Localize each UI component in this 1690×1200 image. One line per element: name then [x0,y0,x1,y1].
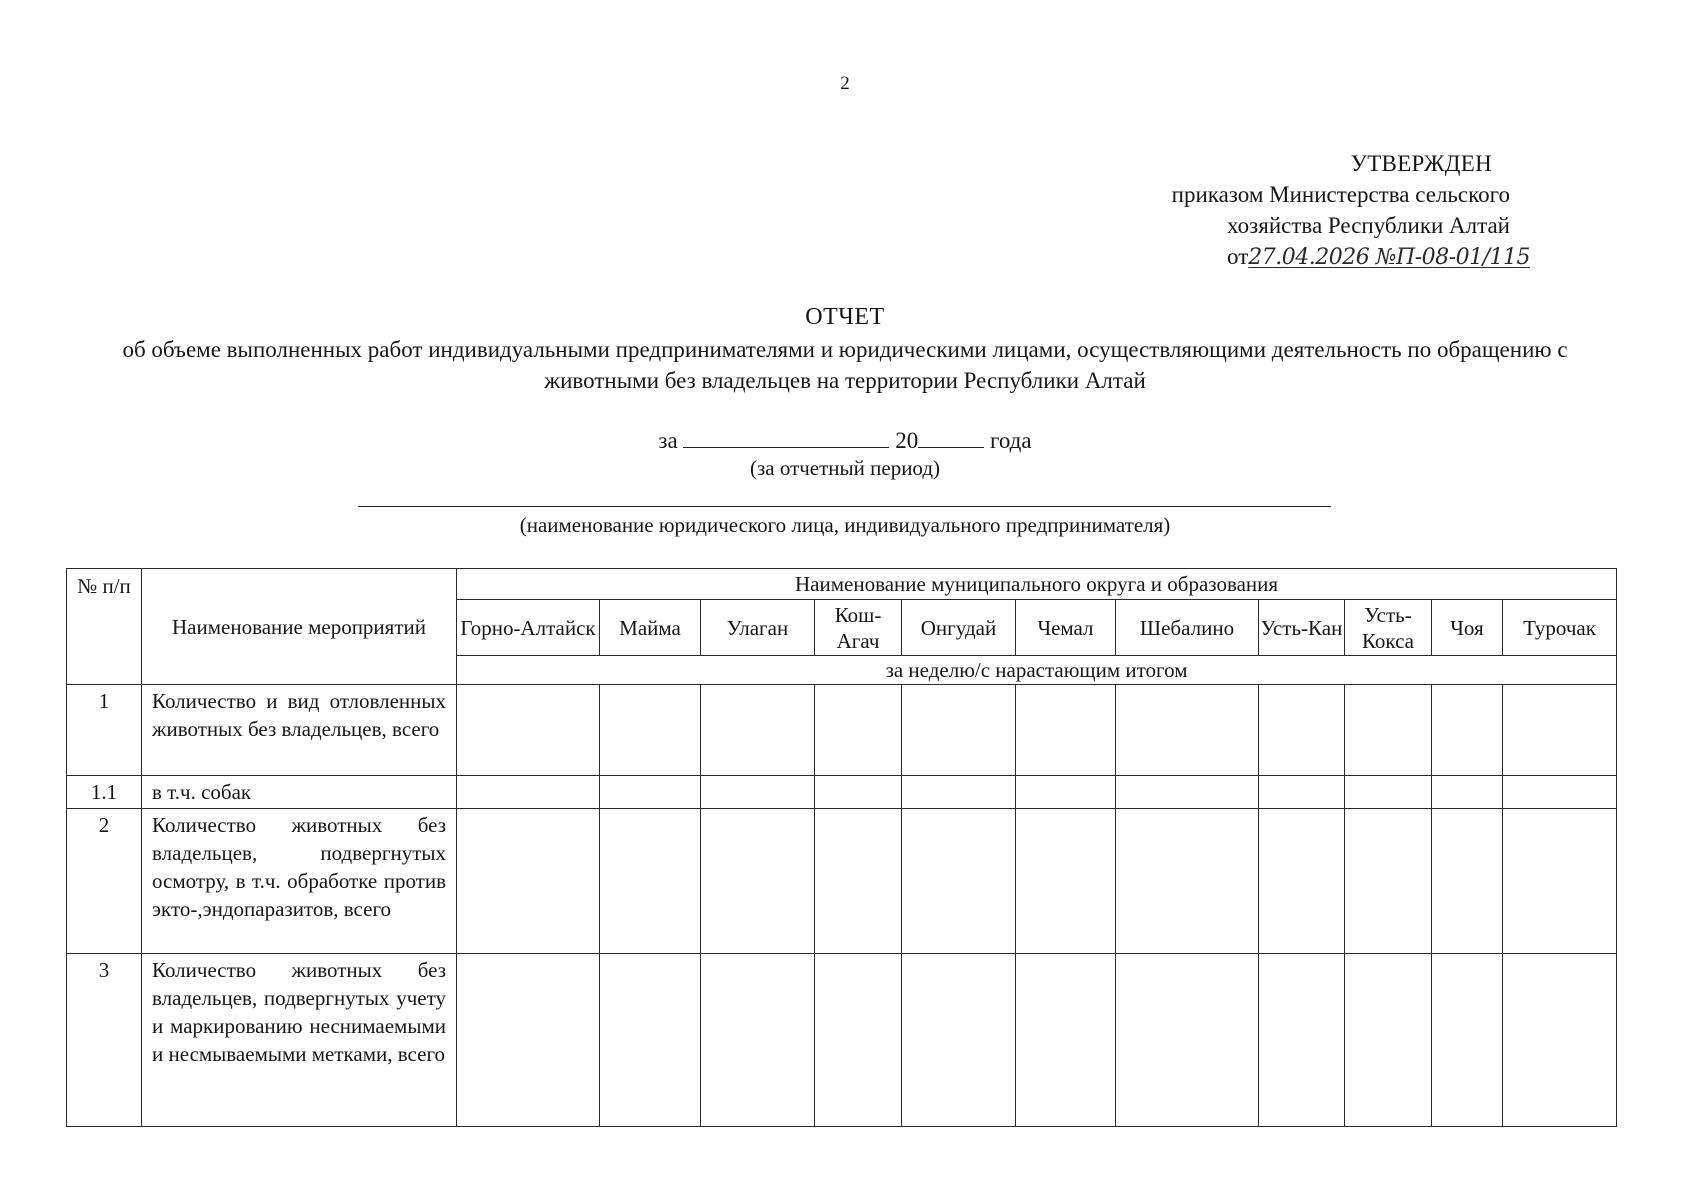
data-cell[interactable] [1432,954,1503,1127]
data-cell[interactable] [815,776,902,809]
data-cell[interactable] [600,954,701,1127]
column-header: Горно-Алтайск [457,600,600,656]
data-cell[interactable] [457,685,600,776]
row-text: в т.ч. собак [142,776,457,809]
data-cell[interactable] [600,685,701,776]
data-cell[interactable] [1503,954,1617,1127]
column-header: Онгудай [902,600,1016,656]
data-cell[interactable] [1432,776,1503,809]
column-header: Чоя [1432,600,1503,656]
data-cell[interactable] [902,954,1016,1127]
data-cell[interactable] [457,809,600,954]
data-cell[interactable] [815,954,902,1127]
data-cell[interactable] [1432,809,1503,954]
data-cell[interactable] [701,776,815,809]
row-number: 1.1 [67,776,142,809]
column-header: Майма [600,600,701,656]
data-cell[interactable] [1016,809,1116,954]
row-text: Количество и вид отловленных животных без владельцев, всего [142,685,457,776]
data-cell[interactable] [1432,685,1503,776]
data-cell[interactable] [1116,809,1259,954]
period-prefix: за [658,428,678,453]
year-blank [918,425,984,448]
data-cell[interactable] [902,685,1016,776]
table-row [67,685,1617,776]
table-header-row-1 [67,569,1617,600]
data-cell[interactable] [1259,776,1345,809]
data-cell[interactable] [457,954,600,1127]
data-cell[interactable] [1116,685,1259,776]
approval-line-1: приказом Министерства сельского [1171,182,1510,207]
data-cell[interactable] [1345,809,1432,954]
data-cell[interactable] [1116,776,1259,809]
data-cell[interactable] [1016,776,1116,809]
handwritten-date-number: 27.04.2026 №П-08-01/115 [1248,245,1530,270]
row-number: 1 [67,685,142,776]
data-cell[interactable] [1116,954,1259,1127]
data-cell[interactable] [1503,809,1617,954]
header-period: за неделю/с нарастающим итогом [457,656,1617,685]
approval-date-line [1172,241,1530,273]
column-header: Улаган [701,600,815,656]
approval-heading: УТВЕРЖДЕН [1350,151,1492,176]
column-header: Кош-Агач [815,600,902,656]
data-cell[interactable] [1503,685,1617,776]
table-row [67,954,1617,1127]
row-number: 3 [67,954,142,1127]
data-cell[interactable] [1345,776,1432,809]
column-header: Усть-Кокса [1345,600,1432,656]
data-cell[interactable] [815,809,902,954]
data-cell[interactable] [902,809,1016,954]
column-header: Усть-Кан [1259,600,1345,656]
column-header: Чемал [1016,600,1116,656]
data-cell[interactable] [701,954,815,1127]
row-text: Количество животных без владельцев, подвергнутых осмотру, в т.ч. обработке против экто-,эндопаразитов, всего [142,809,457,954]
header-number: № п/п [67,569,142,685]
approval-line-2: хозяйства Республики Алтай [1227,213,1510,238]
row-number: 2 [67,809,142,954]
report-subtitle: об объеме выполненных работ индивидуальными предпринимателями и юридическими лицами, осуществляющими деятельность по обращению с животными без владельцев на территории Республики Алтай [122,337,1568,393]
period-blank [683,425,889,448]
header-municipality: Наименование муниципального округа и образования [457,569,1617,600]
header-activity-name: Наименование мероприятий [142,569,457,685]
data-cell[interactable] [1345,954,1432,1127]
approval-from-label: от [1227,244,1249,269]
column-header: Турочак [1503,600,1617,656]
data-cell[interactable] [701,685,815,776]
data-cell[interactable] [1016,685,1116,776]
data-cell[interactable] [701,809,815,954]
data-cell[interactable] [600,809,701,954]
data-cell[interactable] [1345,685,1432,776]
page-number: 2 [840,73,850,94]
data-cell[interactable] [457,776,600,809]
period-caption: (за отчетный период) [749,456,941,480]
report-title: ОТЧЕТ [805,304,885,330]
organization-caption: (наименование юридического лица, индивидуального предпринимателя) [519,513,1171,537]
data-cell[interactable] [1016,954,1116,1127]
organization-blank-line [358,506,1331,507]
column-header: Шебалино [1116,600,1259,656]
table-row [67,809,1617,954]
data-cell[interactable] [1503,776,1617,809]
data-cell[interactable] [600,776,701,809]
period-suffix: года [989,428,1032,453]
period-year-prefix: 20 [895,428,919,453]
approval-stamp [1171,148,1530,273]
data-cell[interactable] [1259,809,1345,954]
table-row [67,776,1617,809]
period-line [0,425,1690,454]
row-text: Количество животных без владельцев, подвергнутых учету и маркированию неснимаемыми и несмываемыми метками, всего [142,954,457,1127]
data-cell[interactable] [1259,685,1345,776]
report-table [66,568,1617,1127]
data-cell[interactable] [1259,954,1345,1127]
data-cell[interactable] [815,685,902,776]
data-cell[interactable] [902,776,1016,809]
